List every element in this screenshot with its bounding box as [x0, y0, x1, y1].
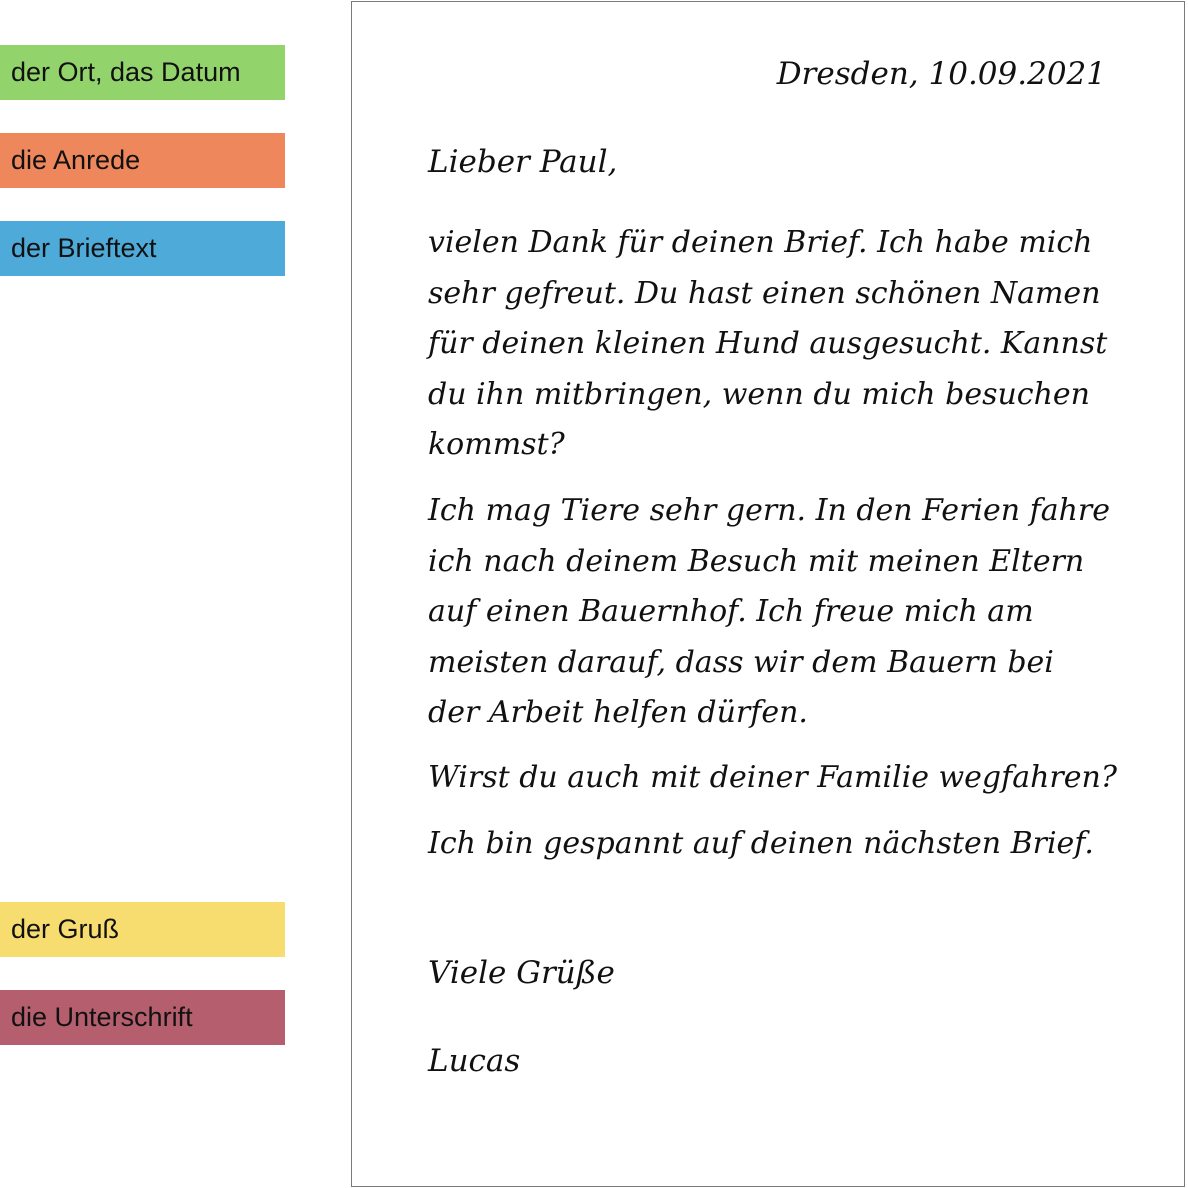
- letter-line: sehr gefreut. Du hast einen schönen Namen: [428, 275, 1101, 311]
- letter-sheet: [351, 1, 1185, 1187]
- letter-line: für deinen kleinen Hund ausgesucht. Kannst: [428, 326, 1108, 361]
- letter-line: auf einen Bauernhof. Ich freue mich am: [428, 594, 1034, 629]
- letter-line: der Arbeit helfen dürfen.: [428, 695, 808, 730]
- letter-line: Ich bin gespannt auf deinen nächsten Brief.: [428, 826, 1094, 861]
- letter-line: kommst?: [428, 427, 565, 462]
- letter-line: du ihn mitbringen, wenn du mich besuchen: [428, 376, 1090, 412]
- legend-label-salutation: die Anrede: [0, 133, 285, 188]
- closing-greeting: Viele Grüße: [428, 955, 615, 991]
- letter-paragraph-2: [428, 486, 1110, 739]
- letter-paragraph-3: [428, 753, 1117, 804]
- legend-label-letter-text: der Brieftext: [0, 221, 285, 276]
- salutation: Lieber Paul,: [428, 144, 618, 180]
- legend-label-greeting: der Gruß: [0, 902, 285, 957]
- letter-line: Wirst du auch mit deiner Familie wegfahren?: [428, 760, 1117, 795]
- legend-label-place-date: der Ort, das Datum: [0, 45, 285, 100]
- place-date: Dresden, 10.09.2021: [776, 56, 1106, 92]
- letter-paragraph-4: [428, 819, 1094, 870]
- letter-line: meisten darauf, dass wir dem Bauern bei: [428, 644, 1054, 680]
- letter-line: Ich mag Tiere sehr gern. In den Ferien fahre: [428, 493, 1111, 528]
- letter-paragraph-1: [428, 218, 1107, 471]
- legend-label-signature: die Unterschrift: [0, 990, 285, 1045]
- signature: Lucas: [428, 1043, 521, 1079]
- letter-line: vielen Dank für deinen Brief. Ich habe mich: [428, 225, 1093, 260]
- letter-line: ich nach deinem Besuch mit meinen Eltern: [428, 543, 1085, 579]
